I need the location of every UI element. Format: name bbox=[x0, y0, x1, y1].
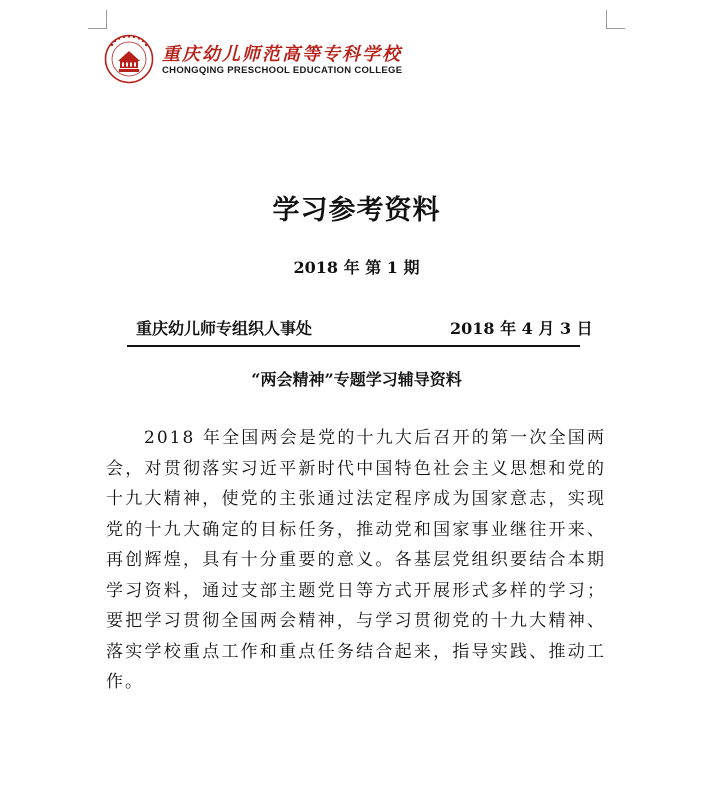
issue-date: 2018 年 4 月 3 日 bbox=[450, 319, 593, 338]
crop-mark-top-right bbox=[606, 10, 625, 29]
document-title: 学习参考资料 bbox=[272, 195, 441, 226]
college-logo bbox=[104, 34, 403, 86]
issuing-organization: 重庆幼儿师专组织人事处 bbox=[136, 319, 313, 338]
header-rule bbox=[127, 345, 580, 347]
body-paragraph: 2018 年全国两会是党的十九大后召开的第一次全国两会，对贯彻落实习近平新时代中国特色社会主义思想和党的十九大精神，使党的主张通过法定程序成为国家意志，实现党的十九大确定的目标任务，推动党和国家事业继往开来、再创辉煌，具有十分重要的意义。各基层党组织要结合本期学习资料，通过支部主题党日等方式开展形式多样的学习；要把学习贯彻全国两会精神，与学习贯彻党的十九大精神、落实学校重点工作和重点任务结合起来，指导实践、推动工作。 bbox=[106, 428, 606, 692]
crop-mark-top-left bbox=[88, 10, 107, 29]
issue-number: 2018 年 第 1 期 bbox=[293, 258, 420, 277]
college-name-cn: 重庆幼儿师范高等专科学校 bbox=[162, 44, 402, 65]
college-name-en: CHONGQING PRESCHOOL EDUCATION COLLEGE bbox=[162, 65, 403, 76]
college-seal-icon bbox=[104, 34, 154, 84]
document-subtitle: “两会精神”专题学习辅导资料 bbox=[251, 370, 462, 389]
